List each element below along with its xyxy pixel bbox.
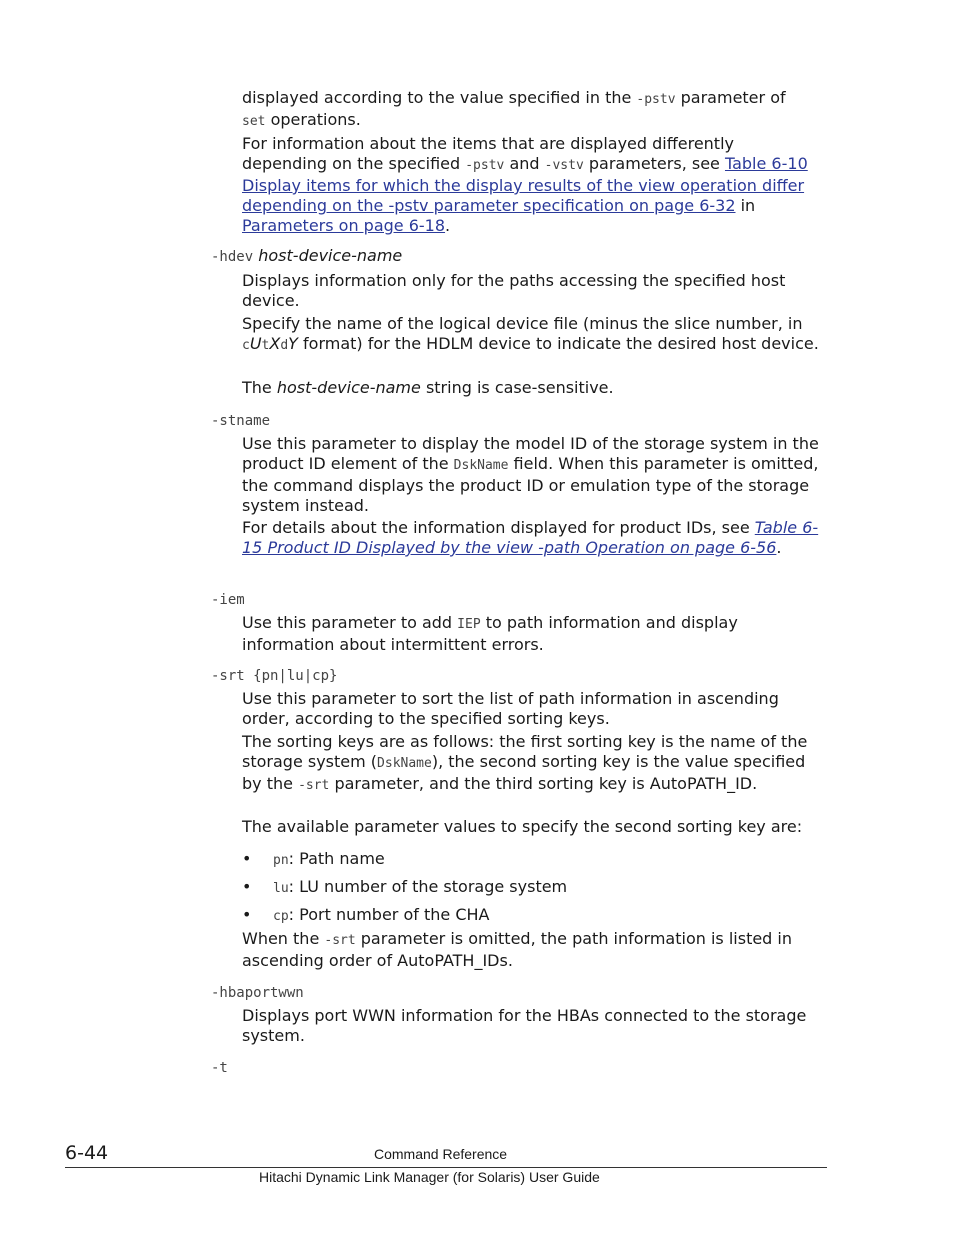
text: parameter, and the third sorting key is AutoPATH_ID.	[329, 774, 758, 793]
paragraph-srt-desc: Use this parameter to sort the list of path information in ascending order, according to the specified sorting keys.	[242, 689, 779, 728]
code-pstv: -pstv	[636, 92, 676, 107]
link-parameters-page[interactable]: Parameters on page 6-18	[242, 216, 446, 235]
text: ), the second sorting key is the value specified by the	[242, 752, 806, 793]
code-dskname: DskName	[377, 756, 432, 771]
paragraph-hdev-format	[242, 314, 832, 356]
param-iem-heading	[211, 589, 245, 610]
bullet-icon: •	[242, 905, 252, 924]
text: When the	[242, 929, 325, 948]
footer-guide-title: Hitachi Dynamic Link Manager (for Solaris) User Guide	[259, 1169, 600, 1185]
code-t: t	[261, 338, 270, 353]
code-c: c	[242, 338, 250, 353]
code-pstv: -pstv	[465, 158, 505, 173]
param-argument: host-device-name	[276, 378, 421, 397]
text: format) for the HDLM device to indicate the desired host device.	[297, 334, 819, 353]
code-iep: IEP	[457, 617, 481, 632]
text: .	[776, 538, 782, 557]
link-table-6-10[interactable]: Table 6-10 Display items for which the display results of the view operation differ depending on the -pstv parameter specification on page 6-32	[242, 154, 808, 215]
param-stname-heading	[211, 410, 270, 431]
param-hdev-heading	[211, 246, 402, 267]
text: in	[735, 196, 756, 215]
text: string is case-sensitive.	[420, 378, 614, 397]
param-name: -hdev	[211, 249, 254, 265]
text: .	[445, 216, 451, 235]
footer-section-title: Command Reference	[374, 1146, 508, 1162]
code-value: lu	[273, 881, 289, 896]
page-number: 6-44	[65, 1142, 109, 1164]
list-item	[242, 877, 567, 899]
text: : Port number of the CHA	[288, 905, 490, 924]
text: parameters, see	[583, 154, 725, 173]
var-X: X	[269, 334, 281, 353]
code-dskname: DskName	[453, 458, 509, 473]
paragraph-pstv-display	[242, 88, 832, 132]
code-srt: -srt	[324, 933, 356, 948]
param-name: -hbaportwwn	[211, 985, 304, 1001]
text: to path information and display information about intermittent errors.	[242, 613, 738, 654]
paragraph-iem-desc	[242, 613, 782, 655]
paragraph-display-differences	[242, 134, 822, 236]
text: For details about the information displayed for product IDs, see	[242, 518, 755, 537]
list-item	[242, 849, 385, 871]
text: displayed according to the value specified in the	[242, 88, 637, 107]
footer-divider	[65, 1167, 827, 1168]
list-item	[242, 905, 489, 927]
param-hbaportwwn-heading	[211, 982, 304, 1003]
param-argument: host-device-name	[258, 246, 403, 265]
code-set: set	[242, 114, 266, 129]
text: parameter is omitted, the path information is listed in ascending order of AutoPATH_IDs.	[242, 929, 793, 970]
param-name: -srt {pn|lu|cp}	[211, 668, 338, 684]
code-value: cp	[273, 909, 289, 924]
paragraph-stname-details	[242, 518, 820, 558]
paragraph-hdev-desc: Displays information only for the paths accessing the specified host device.	[242, 271, 786, 310]
text: and	[504, 154, 545, 173]
text: Use this parameter to display the model ID of the storage system in the product ID element of the	[242, 434, 819, 473]
paragraph-srt-keys	[242, 732, 812, 796]
text: Specify the name of the logical device file (minus the slice number, in	[242, 314, 803, 333]
paragraph-srt-values: The available parameter values to specify the second sorting key are:	[242, 817, 803, 836]
paragraph-srt-omitted	[242, 929, 827, 971]
var-Y: Y	[288, 334, 298, 353]
text: The	[242, 378, 277, 397]
text: : LU number of the storage system	[288, 877, 568, 896]
bullet-icon: •	[242, 849, 252, 868]
param-t-heading	[211, 1057, 228, 1078]
paragraph-hdev-case	[242, 378, 832, 398]
code-d: d	[280, 338, 289, 353]
text: : Path name	[288, 849, 385, 868]
paragraph-hbaportwwn-desc: Displays port WWN information for the HBAs connected to the storage system.	[242, 1006, 807, 1045]
var-U: U	[249, 334, 262, 353]
text: operations.	[265, 110, 361, 129]
text: The sorting keys are as follows: the first sorting key is the name of the storage system (	[242, 732, 808, 771]
param-srt-heading	[211, 665, 337, 686]
param-name: -stname	[211, 413, 271, 429]
bullet-icon: •	[242, 877, 252, 896]
text: parameter of	[675, 88, 786, 107]
code-vstv: -vstv	[544, 158, 584, 173]
link-table-6-15[interactable]: Table 6-15 Product ID Displayed by the view -path Operation on page 6-56	[242, 518, 819, 557]
text: Use this parameter to add	[242, 613, 458, 632]
param-name: -iem	[211, 592, 245, 608]
code-value: pn	[273, 853, 289, 868]
code-srt: -srt	[298, 778, 330, 793]
text: For information about the items that are displayed differently depending on the specified	[242, 134, 734, 173]
param-name: -t	[211, 1060, 228, 1076]
paragraph-stname-desc	[242, 434, 832, 516]
text: field. When this parameter is omitted, the command displays the product ID or emulation type of the storage system instead.	[242, 454, 819, 515]
